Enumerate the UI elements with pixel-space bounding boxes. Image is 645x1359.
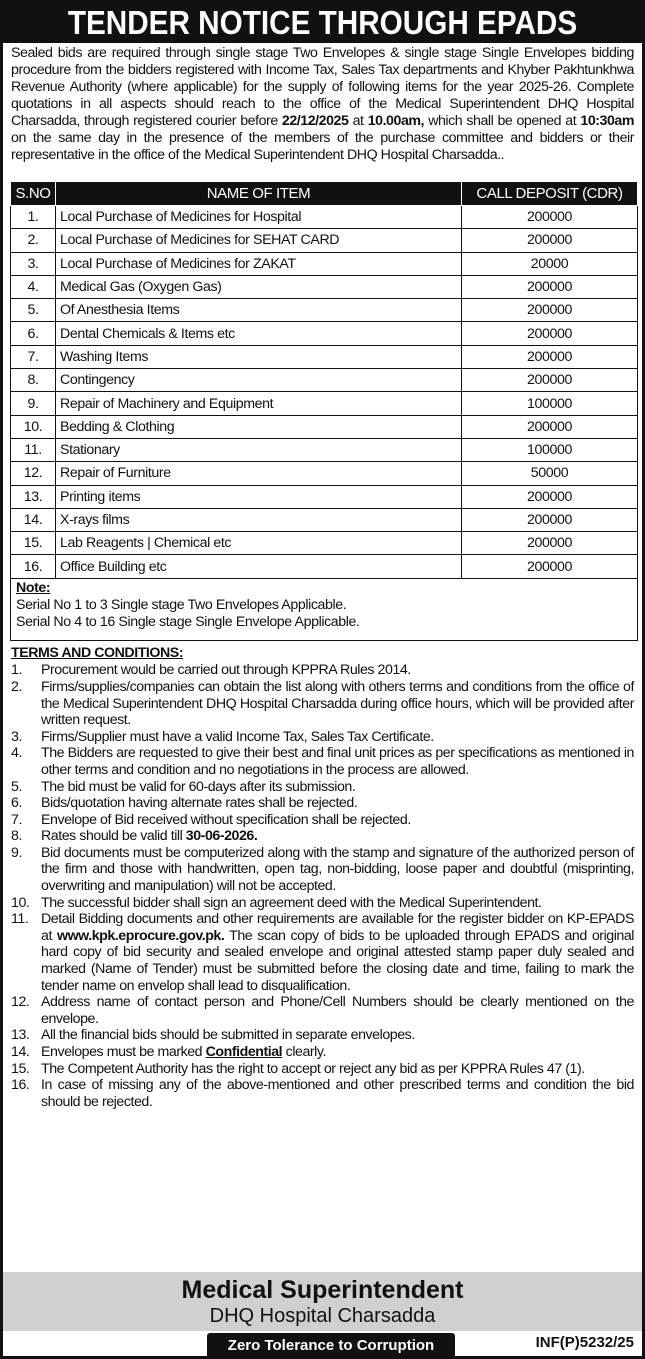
- cdr-cell: 200000: [462, 206, 638, 229]
- term-text: [41, 679, 634, 729]
- serial-cell: 10.: [11, 415, 56, 438]
- cdr-cell: 100000: [462, 392, 638, 415]
- serial-cell: 1.: [11, 206, 56, 229]
- item-name-cell: Local Purchase of Medicines for ZAKAT: [56, 252, 462, 275]
- table-row: [11, 275, 638, 298]
- term-text-part: The Bidders are requested to give their best and final unit prices as per specifications as mentioned in other terms and condition and no negotiations in the process are allowed.: [41, 745, 634, 778]
- item-name-cell: Stationary: [56, 438, 462, 461]
- term-item: [11, 828, 634, 845]
- term-text-part: Address name of contact person and Phone/Cell Numbers should be clearly mentioned on the envelope.: [41, 994, 634, 1027]
- term-text: [41, 1061, 634, 1078]
- term-text-part: clearly.: [282, 1044, 326, 1060]
- term-bold: www.kpk.eprocure.gov.pk.: [56, 927, 225, 944]
- serial-cell: 16.: [11, 555, 56, 578]
- table-row: [11, 392, 638, 415]
- term-bold: 30-06-2026.: [185, 828, 258, 845]
- table-row: [11, 206, 638, 229]
- item-name-cell: Of Anesthesia Items: [56, 299, 462, 322]
- item-name-cell: Bedding & Clothing: [56, 415, 462, 438]
- term-text-part: Bids/quotation having alternate rates shall be rejected.: [41, 795, 358, 812]
- term-item: [11, 795, 634, 812]
- serial-cell: 7.: [11, 345, 56, 368]
- note-line: Serial No 4 to 16 Single stage Single Envelope Applicable.: [16, 613, 360, 630]
- item-name-cell: X-rays films: [56, 508, 462, 531]
- intro-paragraph: [3, 43, 642, 181]
- header-sno: S.NO: [11, 182, 56, 206]
- term-text-part: Envelopes must be marked: [41, 1044, 206, 1060]
- term-text: [41, 729, 634, 746]
- intro-text: which shall be opened at: [424, 113, 581, 129]
- term-text-part: Rates should be valid till: [41, 828, 186, 845]
- cdr-cell: 200000: [462, 485, 638, 508]
- serial-cell: 11.: [11, 438, 56, 461]
- term-text: [41, 895, 634, 912]
- cdr-cell: 200000: [462, 229, 638, 252]
- term-text-part: In case of missing any of the above-mentioned and other prescribed terms and condition the bid should be rejected.: [41, 1077, 634, 1110]
- term-number: 7.: [11, 811, 22, 828]
- cdr-cell: 50000: [462, 462, 638, 485]
- term-text: [41, 845, 634, 895]
- term-text: [41, 662, 634, 679]
- cdr-cell: 20000: [462, 252, 638, 275]
- serial-cell: 5.: [11, 299, 56, 322]
- item-name-cell: Office Building etc: [56, 555, 462, 578]
- term-number: 15.: [11, 1060, 30, 1077]
- serial-cell: 13.: [11, 485, 56, 508]
- term-number: 3.: [11, 728, 22, 745]
- header-item: NAME OF ITEM: [56, 182, 462, 206]
- table-row: [11, 485, 638, 508]
- serial-cell: 8.: [11, 369, 56, 392]
- item-name-cell: Contingency: [56, 369, 462, 392]
- term-number: 11.: [11, 911, 29, 928]
- cdr-cell: 200000: [462, 275, 638, 298]
- term-item: [11, 845, 634, 895]
- table-row: [11, 438, 638, 461]
- term-text: [41, 911, 634, 994]
- note: [10, 579, 638, 641]
- term-number: 8.: [11, 828, 22, 845]
- cdr-cell: 200000: [462, 369, 638, 392]
- intro-text: Sealed bids are required through single stage Two Envelopes & single stage Single Envelopes bidding procedure from the bidders registered with Income Tax, Sales Tax departments and Khyber Pakhtunkhwa Revenue Authority (where applicable) for the supply of following items for the year 2025-26. Complete quotations in all aspects should reach to the office of the Medical Superintendent DHQ Hospital Charsadda, through registered courier before: [11, 45, 634, 129]
- term-text: [41, 795, 634, 812]
- closing-time: 10.00am,: [367, 113, 425, 129]
- term-item: [11, 745, 634, 778]
- item-name-cell: Local Purchase of Medicines for Hospital: [56, 206, 462, 229]
- title-bar: [3, 3, 642, 43]
- term-number: 4.: [11, 745, 22, 762]
- term-text: [41, 779, 634, 796]
- note-line: Serial No 1 to 3 Single stage Two Envelopes Applicable.: [16, 596, 347, 613]
- term-text: [41, 828, 634, 845]
- items-table: [10, 181, 638, 579]
- term-text-part: Detail Bidding documents and other requirements are available for the register bidder on KP-EPADS at: [41, 911, 634, 944]
- term-text-part: Firms/supplies/companies can obtain the list along with others terms and conditions from the office of the Medical Superintendent DHQ Hospital Charsadda during office hours, which will be provided after written request.: [41, 678, 634, 729]
- table-row: [11, 229, 638, 252]
- term-text-part: The successful bidder shall sign an agreement deed with the Medical Superintendent.: [41, 894, 542, 911]
- term-number: 6.: [11, 795, 22, 812]
- cdr-cell: 200000: [462, 299, 638, 322]
- term-item: [11, 911, 634, 994]
- cdr-cell: 200000: [462, 345, 638, 368]
- note-label: Note:: [16, 579, 51, 596]
- term-number: 13.: [11, 1027, 30, 1044]
- terms-heading: TERMS AND CONDITIONS:: [11, 644, 184, 661]
- term-number: 16.: [11, 1077, 30, 1094]
- intro-text: at: [348, 113, 368, 129]
- serial-cell: 4.: [11, 275, 56, 298]
- item-name-cell: Repair of Furniture: [56, 462, 462, 485]
- serial-cell: 12.: [11, 462, 56, 485]
- item-name-cell: Local Purchase of Medicines for SEHAT CARD: [56, 229, 462, 252]
- term-item: [11, 1061, 634, 1078]
- table-row: [11, 555, 638, 578]
- term-item: [11, 895, 634, 912]
- footer-subtitle: DHQ Hospital Charsadda: [209, 1305, 436, 1327]
- term-number: 1.: [11, 662, 22, 679]
- serial-cell: 2.: [11, 229, 56, 252]
- term-text: [41, 994, 634, 1027]
- term-underlined: Confidential: [205, 1044, 283, 1060]
- table-row: [11, 532, 638, 555]
- table-row: [11, 322, 638, 345]
- term-text-part: Firms/Supplier must have a valid Income Tax, Sales Tax Certificate.: [41, 728, 434, 745]
- term-text-part: Envelope of Bid received without specification shall be rejected.: [41, 811, 411, 828]
- intro-text: on the same day in the presence of the members of the purchase committee and bidders or their representative in the office of the Medical Superintendent DHQ Hospital Charsadda..: [11, 130, 634, 163]
- reference-number: INF(P)5232/25: [535, 1334, 634, 1351]
- notice-title: TENDER NOTICE THROUGH EPADS: [35, 3, 610, 43]
- cdr-cell: 100000: [462, 438, 638, 461]
- footer-strip: [3, 1331, 642, 1359]
- term-item: [11, 1077, 634, 1110]
- item-name-cell: Printing items: [56, 485, 462, 508]
- table-row: [11, 299, 638, 322]
- serial-cell: 6.: [11, 322, 56, 345]
- serial-cell: 15.: [11, 532, 56, 555]
- item-name-cell: Washing Items: [56, 345, 462, 368]
- header-cdr: CALL DEPOSIT (CDR): [462, 182, 638, 206]
- table-row: [11, 462, 638, 485]
- opening-time: 10:30am: [580, 113, 635, 129]
- term-item: [11, 1027, 634, 1044]
- term-number: 14.: [11, 1044, 30, 1060]
- item-name-cell: Lab Reagents | Chemical etc: [56, 532, 462, 555]
- serial-cell: 9.: [11, 392, 56, 415]
- term-text: [41, 745, 634, 778]
- term-number: 2.: [11, 678, 22, 695]
- cdr-cell: 200000: [462, 532, 638, 555]
- term-text: [41, 812, 634, 829]
- slogan-badge: Zero Tolerance to Corruption: [207, 1333, 455, 1359]
- footer: [3, 1272, 642, 1331]
- term-text-part: Procurement would be carried out through KPPRA Rules 2014.: [41, 662, 411, 679]
- table-row: [11, 415, 638, 438]
- term-item: [11, 779, 634, 796]
- serial-cell: 14.: [11, 508, 56, 531]
- term-item: [11, 662, 634, 679]
- cdr-cell: 200000: [462, 415, 638, 438]
- term-number: 12.: [11, 994, 30, 1011]
- term-item: [11, 679, 634, 729]
- item-name-cell: Dental Chemicals & Items etc: [56, 322, 462, 345]
- table-row: [11, 508, 638, 531]
- cdr-cell: 200000: [462, 508, 638, 531]
- item-name-cell: Repair of Machinery and Equipment: [56, 392, 462, 415]
- term-item: [11, 994, 634, 1027]
- serial-cell: 3.: [11, 252, 56, 275]
- table-row: [11, 369, 638, 392]
- term-text: [41, 1044, 634, 1061]
- footer-title: Medical Superintendent: [181, 1276, 464, 1304]
- term-item: [11, 1044, 634, 1061]
- table-row: [11, 252, 638, 275]
- item-name-cell: Medical Gas (Oxygen Gas): [56, 275, 462, 298]
- term-number: 5.: [11, 778, 22, 795]
- term-item: [11, 729, 634, 746]
- cdr-cell: 200000: [462, 555, 638, 578]
- term-number: 10.: [11, 894, 30, 911]
- closing-date: 22/12/2025: [281, 113, 349, 129]
- term-text: [41, 1027, 634, 1044]
- terms-section: [3, 641, 642, 1111]
- term-text-part: Bid documents must be computerized along with the stamp and signature of the authorized person of the firm and those with handwritten, open tag, non-bidding, loose paper and doubtful (misprinting, overwriting and manipulation) will not be accepted.: [41, 844, 634, 895]
- term-number: 9.: [11, 844, 22, 861]
- term-text: [41, 1077, 634, 1110]
- term-text-part: The scan copy of bids to be uploaded through EPADS and original hard copy of bid security and sealed envelope and original attested stamp paper duly sealed and marked (Name of Tender) must be submitted before the closing date and time, failing to mark the tender name on envelop shall lead to disqualification.: [41, 927, 634, 994]
- term-text-part: The Competent Authority has the right to accept or reject any bid as per KPPRA Rules 47 (1).: [41, 1060, 585, 1077]
- term-text-part: All the financial bids should be submitted in separate envelopes.: [41, 1027, 415, 1044]
- table-row: [11, 345, 638, 368]
- term-item: [11, 812, 634, 829]
- cdr-cell: 200000: [462, 322, 638, 345]
- term-text-part: The bid must be valid for 60-days after its submission.: [41, 778, 356, 795]
